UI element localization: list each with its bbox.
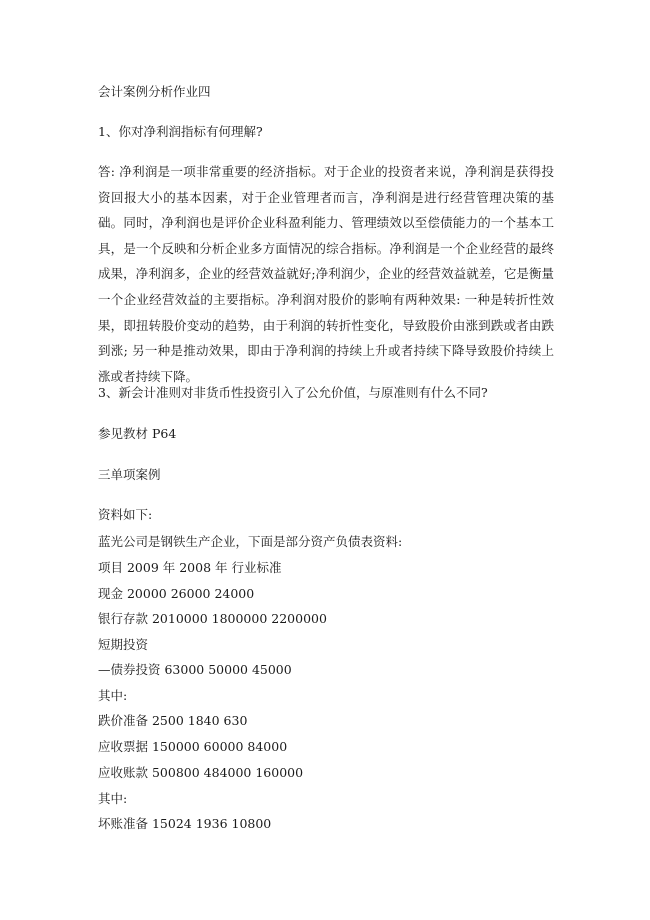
table-row: 应收票据 150000 60000 84000 [98,739,288,754]
table-row: 银行存款 2010000 1800000 2200000 [98,611,327,626]
answer-1-paragraph: 答: 净利润是一项非常重要的经济指标。对于企业的投资者来说，净利润是获得投资回报大小的基本因素，对于企业管理者而言，净利润是进行经营管理决策的基础。同时，净利润也是评价企业科盈利能力、管理绩效以至偿债能力的一个基本工具，是一个反映和分析企业多方面情况的综合指标。净利润是一个企业经营的最终成果，净利润多，企业的经营效益就好;净利润少，企业的经营效益就差，它是衡量一个企业经营效益的主要指标。净利润对股价的影响有两种效果: 一种是转折性效果，即扭转股价变动的趋势，由于利润的转折性变化，导致股价由涨到跌或者由跌到涨; 另一种是推动效果，即由于净利润的持续上升或者持续下降导致股价持续上涨或者持续下降。 [98,164,554,384]
section-heading: 三单项案例 [98,467,161,482]
table-row: 应收账款 500800 484000 160000 [98,765,304,780]
document-title: 会计案例分析作业四 [98,84,211,99]
table-row: —债券投资 63000 50000 45000 [98,662,292,677]
reference-note: 参见教材 P64 [98,426,177,441]
table-row: 坏账准备 15024 1936 10800 [98,816,272,831]
table-header: 项目 2009 年 2008 年 行业标准 [98,560,282,575]
table-row: 其中: [98,791,128,806]
materials-intro: 资料如下: [98,507,153,522]
table-row: 跌价准备 2500 1840 630 [98,713,248,728]
question-3: 3、新会计准则对非货币性投资引入了公允价值，与原准则有什么不同? [98,385,488,400]
question-1: 1、你对净利润指标有何理解? [98,124,263,139]
company-intro: 蓝光公司是钢铁生产企业，下面是部分资产负债表资料: [98,534,403,549]
table-row: 现金 20000 26000 24000 [98,586,255,601]
table-row: 其中: [98,688,128,703]
table-row: 短期投资 [98,637,149,652]
